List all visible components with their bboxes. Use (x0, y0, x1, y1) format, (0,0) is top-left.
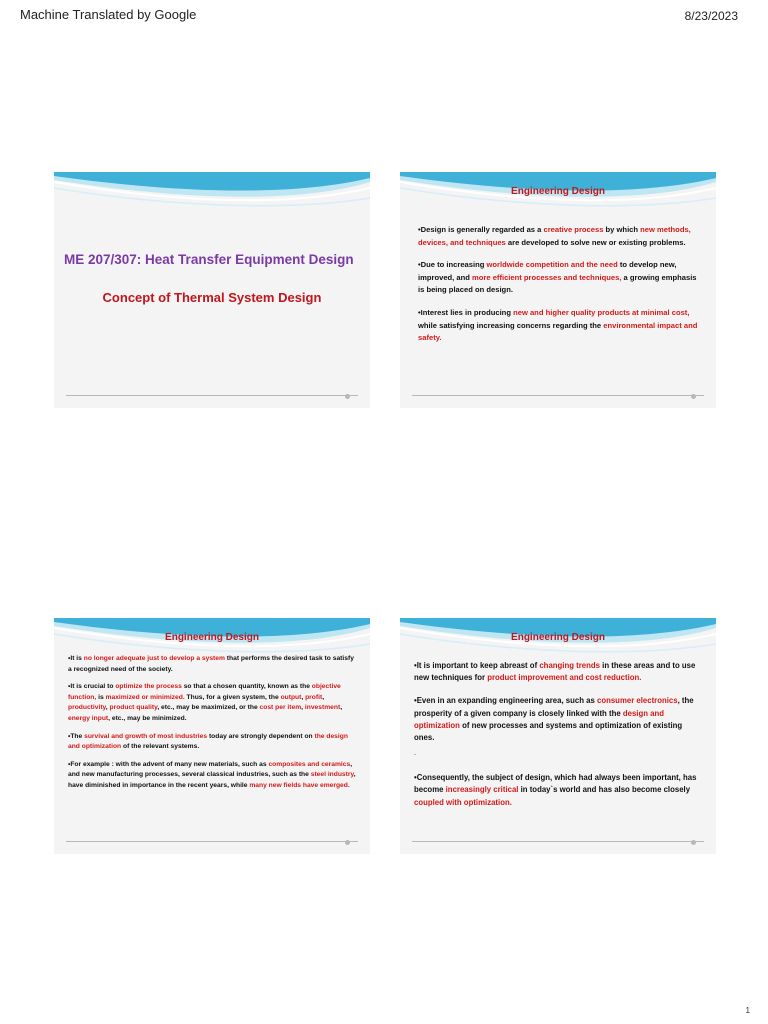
body-text: •It is (68, 655, 84, 662)
bullet-paragraph (68, 682, 356, 724)
highlight-text: more efficient processes and techniques, (472, 272, 622, 282)
body-text: , (105, 704, 110, 712)
wave-banner (54, 172, 370, 220)
slide-divider (412, 841, 704, 842)
highlight-text: no longer adequate just to develop a system (83, 655, 225, 662)
highlight-text: productivity (68, 704, 106, 712)
highlight-text: optimize the process (115, 683, 182, 691)
slide-1 (54, 172, 370, 408)
slide-3 (54, 618, 370, 854)
body-text: , (301, 704, 305, 712)
body-text: is (96, 693, 106, 701)
highlight-text: product improvement and cost reduction. (487, 673, 642, 683)
highlight-text: new methods, devices, and techniques (418, 225, 691, 247)
course-title: ME 207/307: Heat Transfer Equipment Design (64, 252, 354, 267)
body-text: , have diminished in importance in the recent years, while (68, 771, 356, 789)
highlight-text: energy input (68, 714, 109, 722)
highlight-text: product quality (109, 704, 158, 712)
highlight-text: coupled with optimization. (414, 797, 512, 807)
body-text: •It is important to keep abreast of (414, 661, 540, 670)
body-text: of new processes and systems and optimization of existing ones. (414, 720, 683, 743)
slide-title: Engineering Design (511, 186, 605, 197)
highlight-text: environmental impact and safety. (418, 320, 698, 343)
highlight-text: profit (305, 693, 323, 701)
body-text: of the relevant systems. (121, 743, 200, 751)
bullet-paragraph (68, 732, 356, 753)
slide-4 (400, 618, 716, 854)
body-text: •Design is generally regarded as a (418, 225, 544, 234)
body-text: , and new manufacturing processes, several classical industries, such as the (68, 760, 353, 779)
body-text: •For example : with the advent of many new materials, such as (68, 760, 269, 768)
page-number: 1 (745, 1006, 750, 1015)
slide-divider (66, 841, 358, 842)
slide-divider (412, 395, 704, 396)
body-text: are developed to solve new or existing problems. (505, 237, 686, 247)
slide-body (418, 224, 698, 355)
highlight-text: maximized or minimized. (105, 693, 185, 701)
bullet-paragraph (414, 695, 702, 744)
slide-footer-dot (345, 394, 350, 399)
highlight-text: composites and ceramics (268, 760, 351, 768)
bullet-paragraph (414, 772, 702, 809)
body-text: •Even in an expanding engineering area, such as (414, 696, 597, 706)
highlight-text: worldwide competition and the need (486, 260, 618, 270)
highlight-text: design and optimization (414, 708, 664, 730)
body-text: , etc., may be minimized. (108, 714, 187, 722)
highlight-text: the design and optimization (68, 732, 348, 751)
body-text: •Interest lies in producing (418, 307, 514, 317)
highlight-text: output (280, 693, 302, 701)
body-text: a growing emphasis is being placed on design. (418, 272, 697, 295)
slide-2 (400, 172, 716, 408)
slide-footer-dot (345, 840, 350, 845)
bullet-paragraph (418, 259, 698, 297)
bullet-paragraph (68, 654, 356, 675)
bullet-paragraph (418, 224, 698, 249)
highlight-text: investment (304, 704, 341, 712)
highlight-text: increasingly critical (445, 785, 519, 795)
body-text: so that a chosen quantity, known as the (181, 683, 312, 691)
highlight-text: new and higher quality products at minimal cost, (513, 307, 690, 317)
body-text: •It is crucial to (68, 683, 116, 691)
body-text: , etc., may be maximized, or the (157, 704, 260, 712)
highlight-text: changing trends (539, 661, 600, 670)
bullet-paragraph (68, 760, 356, 792)
body-text: , (340, 704, 343, 712)
slide-title: Engineering Design (511, 632, 605, 643)
highlight-text: survival and growth of most industries (84, 732, 208, 740)
slide-footer-dot (691, 394, 696, 399)
body-text: , (322, 693, 325, 701)
body-text: •Consequently, the subject of design, which had always been important, has become (414, 773, 697, 795)
body-text: ` (414, 755, 416, 762)
highlight-text: steel industry (310, 771, 354, 779)
body-text: in today`s world and has also become closely (518, 785, 691, 795)
bullet-paragraph (418, 307, 698, 345)
body-text: Thus, for a given system, the (184, 693, 281, 701)
header-date: 8/23/2023 (684, 9, 738, 23)
body-text: today are strongly dependent on (207, 732, 315, 740)
bullet-paragraph (414, 755, 702, 761)
slide-body (68, 654, 356, 799)
body-text: , the prosperity of a given company is closely linked with the (414, 696, 694, 718)
slide-subtitle: Concept of Thermal System Design (102, 290, 322, 305)
body-text: while satisfying increasing concerns regarding the (418, 320, 604, 330)
slide-body (414, 660, 702, 820)
slide-footer-dot (691, 840, 696, 845)
body-text: that performs the desired task to satisfy a recognized need of the society. (68, 655, 354, 673)
slide-title: Engineering Design (165, 632, 259, 643)
bullet-paragraph (414, 660, 702, 684)
body-text: •Due to increasing (418, 260, 487, 270)
body-text: to develop new, improved, and (418, 260, 677, 282)
highlight-text: consumer electronics (596, 696, 678, 706)
highlight-text: cost per item (259, 704, 302, 712)
header-source: Machine Translated by Google (20, 7, 197, 22)
highlight-text: many new fields have emerged. (249, 781, 350, 789)
slide-divider (66, 395, 358, 396)
highlight-text: objective function, (68, 683, 341, 701)
highlight-text: creative process (543, 225, 604, 234)
body-text: •The (68, 732, 85, 740)
body-text: , (301, 693, 306, 701)
body-text: by which (603, 225, 641, 234)
body-text: in these areas and to use new techniques for (414, 661, 696, 683)
